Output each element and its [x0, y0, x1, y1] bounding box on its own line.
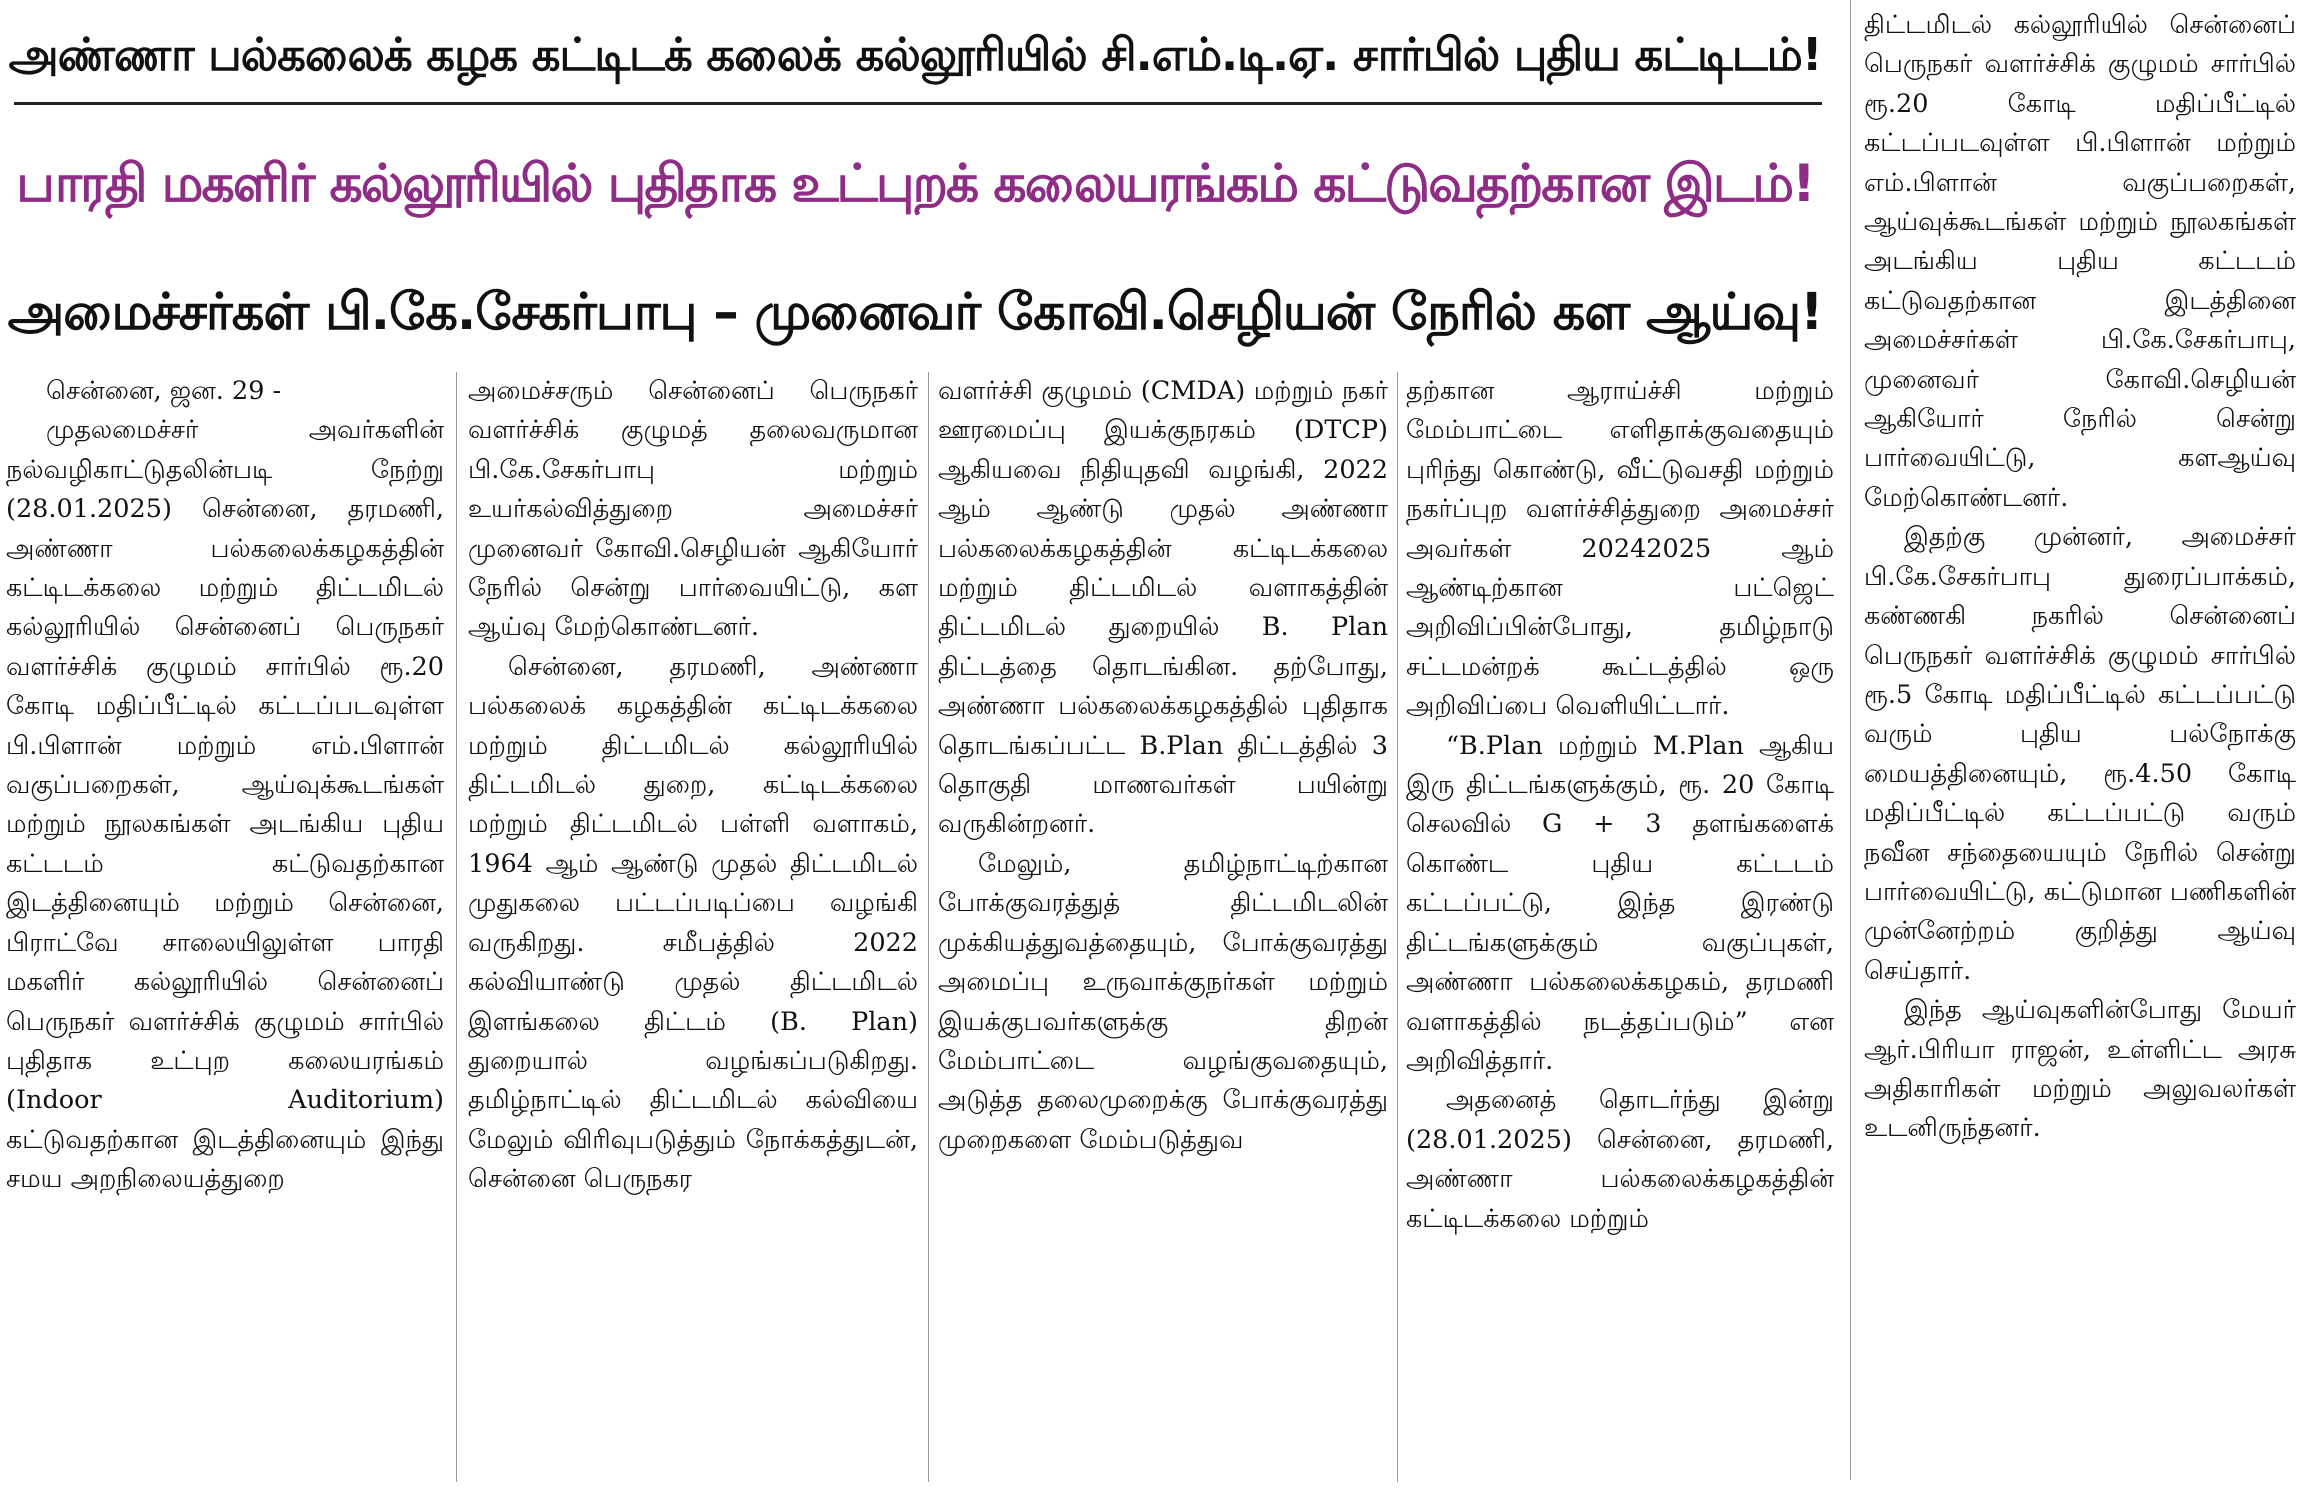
column-divider	[1397, 372, 1398, 1482]
paragraph: அமைச்சரும் சென்னைப் பெருநகர் வளர்ச்சிக் குழுமத் தலைவருமான பி.கே.சேகர்பாபு மற்றும் உயர்கல்வித்துறை அமைச்சர் முனைவர் கோவி.செழியன் ஆகியோர் நேரில் சென்று பார்வையிட்டு, கள ஆய்வு மேற்கொண்டனர்.	[468, 376, 918, 643]
paragraph: “B.Plan மற்றும் M.Plan ஆகிய இரு திட்டங்களுக்கும், ரூ. 20 கோடி செலவில் G + 3 தளங்களைக் கொண்ட புதிய கட்டடம் கட்டப்பட்டு, இந்த இரண்டு திட்டங்களுக்கும் வகுப்புகள், அண்ணா பல்கலைக்கழகம், தரமணி வளாகத்தில் நடத்தப்படும்” என அறிவித்தார்.	[1406, 730, 1834, 1076]
article-column-2	[462, 372, 924, 1487]
article-column-1	[0, 372, 450, 1487]
top-headline: அண்ணா பல்கலைக் கழக கட்டிடக் கலைக் கல்லூரியில் சி.எம்.டி.ஏ. சார்பில் புதிய கட்டிடம்!	[8, 28, 1822, 81]
column-divider	[456, 372, 457, 1482]
paragraph: முதலமைச்சர் அவர்களின் நல்வழிகாட்டுதலின்படி நேற்று (28.01.2025) சென்னை, தரமணி, அண்ணா பல்கலைக்கழகத்தின் கட்டிடக்கலை மற்றும் திட்டமிடல் கல்லூரியில் சென்னைப் பெருநகர் வளர்ச்சிக் குழுமம் சார்பில் ரூ.20 கோடி மதிப்பீட்டில் கட்டப்படவுள்ள பி.பிளான் மற்றும் எம்.பிளான் வகுப்பறைகள், ஆய்வுக்கூடங்கள் மற்றும் நூலகங்கள் அடங்கிய புதிய கட்டடம் கட்டுவதற்கான இடத்தினையும் மற்றும் சென்னை, பிராட்வே சாலையிலுள்ள பாரதி மகளிர் கல்லூரியில் சென்னைப் பெருநகர் வளர்ச்சிக் குழுமம் சார்பில் புதிதாக உட்புற கலையரங்கம் (Indoor Auditorium) கட்டுவதற்கான இடத்தினையும் இந்து சமய அறநிலையத்துறை	[6, 415, 444, 1195]
paragraph: அதனைத் தொடர்ந்து இன்று (28.01.2025) சென்னை, தரமணி, அண்ணா பல்கலைக்கழகத்தின் கட்டிடக்கலை மற்றும்	[1406, 1085, 1834, 1234]
sub-headline: அமைச்சர்கள் பி.கே.சேகர்பாபு – முனைவர் கோவி.செழியன் நேரில் கள ஆய்வு!	[7, 283, 1823, 342]
paragraph: இந்த ஆய்வுகளின்போது மேயர் ஆர்.பிரியா ராஜன், உள்ளிட்ட அரசு அதிகாரிகள் மற்றும் அலுவலர்கள் உடனிருந்தனர்.	[1864, 995, 2296, 1144]
headline-divider	[14, 102, 1822, 105]
paragraph: சென்னை, தரமணி, அண்ணா பல்கலைக் கழகத்தின் கட்டிடக்கலை மற்றும் திட்டமிடல் கல்லூரியில் திட்டமிடல் துறை, கட்டிடக்கலை மற்றும் திட்டமிடல் பள்ளி வளாகம், 1964 ஆம் ஆண்டு முதல் திட்டமிடல் முதுகலை பட்டப்படிப்பை வழங்கி வருகிறது. சமீபத்தில் 2022 கல்வியாண்டு முதல் திட்டமிடல் இளங்கலை திட்டம் (B. Plan) துறையால் வழங்கப்படுகிறது. தமிழ்நாட்டில் திட்டமிடல் கல்வியை மேலும் விரிவுபடுத்தும் நோக்கத்துடன், சென்னை பெருநகர	[468, 651, 918, 1195]
article-column-4	[1400, 372, 1840, 1487]
article-column-5	[1858, 6, 2302, 1486]
dateline: சென்னை, ஜன. 29 -	[46, 376, 282, 406]
main-headline: பாரதி மகளிர் கல்லூரியில் புதிதாக உட்புறக் கலையரங்கம் கட்டுவதற்கான இடம்!	[16, 154, 1814, 214]
paragraph: தற்கான ஆராய்ச்சி மற்றும் மேம்பாட்டை எளிதாக்குவதையும் புரிந்து கொண்டு, வீட்டுவசதி மற்றும் நகர்ப்புற வளர்ச்சித்துறை அமைச்சர் அவர்கள் 20242025 ஆம் ஆண்டிற்கான பட்ஜெட் அறிவிப்பின்போது, தமிழ்நாடு சட்டமன்றக் கூட்டத்தில் ஒரு அறிவிப்பை வெளியிட்டார்.	[1406, 376, 1834, 722]
paragraph: திட்டமிடல் கல்லூரியில் சென்னைப் பெருநகர் வளர்ச்சிக் குழுமம் சார்பில் ரூ.20 கோடி மதிப்பீட்டில் கட்டப்படவுள்ள பி.பிளான் மற்றும் எம்.பிளான் வகுப்பறைகள், ஆய்வுக்கூடங்கள் மற்றும் நூலகங்கள் அடங்கிய புதிய கட்டடம் கட்டுவதற்கான இடத்தினை அமைச்சர்கள் பி.கே.சேகர்பாபு, முனைவர் கோவி.செழியன் ஆகியோர் நேரில் சென்று பார்வையிட்டு, களஆய்வு மேற்கொண்டனர்.	[1864, 10, 2296, 513]
column-divider	[928, 372, 929, 1482]
article-column-3	[932, 372, 1394, 1487]
paragraph: வளர்ச்சி குழுமம் (CMDA) மற்றும் நகர் ஊரமைப்பு இயக்குநரகம் (DTCP) ஆகியவை நிதியுதவி வழங்கி, 2022 ஆம் ஆண்டு முதல் அண்ணா பல்கலைக்கழகத்தின் கட்டிடக்கலை மற்றும் திட்டமிடல் வளாகத்தின் திட்டமிடல் துறையில் B. Plan திட்டத்தை தொடங்கின. தற்போது, அண்ணா பல்கலைக்கழகத்தில் புதிதாக தொடங்கப்பட்ட B.Plan திட்டத்தில் 3 தொகுதி மாணவர்கள் பயின்று வருகின்றனர்.	[938, 376, 1388, 840]
paragraph: மேலும், தமிழ்நாட்டிற்கான போக்குவரத்துத் திட்டமிடலின் முக்கியத்துவத்தையும், போக்குவரத்து அமைப்பு உருவாக்குநர்கள் மற்றும் இயக்குபவர்களுக்கு திறன் மேம்பாட்டை வழங்குவதையும், அடுத்த தலைமுறைக்கு போக்குவரத்து முறைகளை மேம்படுத்துவ	[938, 848, 1388, 1155]
paragraph: இதற்கு முன்னர், அமைச்சர் பி.கே.சேகர்பாபு துரைப்பாக்கம், கண்ணகி நகரில் சென்னைப் பெருநகர் வளர்ச்சிக் குழுமம் சார்பில் ரூ.5 கோடி மதிப்பீட்டில் கட்டப்பட்டு வரும் புதிய பல்நோக்கு மையத்தினையும், ரூ.4.50 கோடி மதிப்பீட்டில் கட்டப்பட்டு வரும் நவீன சந்தையையும் நேரில் சென்று பார்வையிட்டு, கட்டுமான பணிகளின் முன்னேற்றம் குறித்து ஆய்வு செய்தார்.	[1864, 522, 2296, 986]
column-divider	[1850, 0, 1851, 1480]
